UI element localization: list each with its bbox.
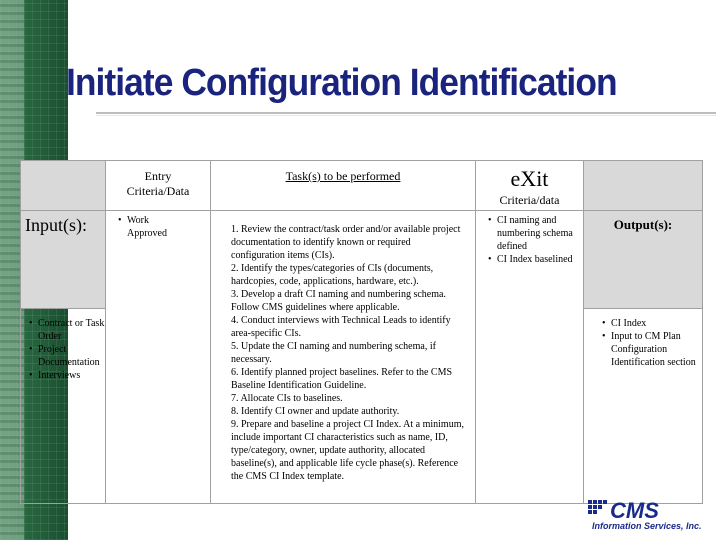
entry-header-text: Entry Criteria/Data (126, 169, 190, 198)
input-label-cell (20, 210, 105, 308)
output-item: • Input to CM Plan Configuration Identification section (602, 330, 698, 369)
task-item: 3. Develop a draft CI naming and numbering schema. Follow CMS guidelines where applicable. (231, 289, 446, 313)
task-item: 1. Review the contract/task order and/or available project documentation to identify known or required configuration items (CIs). (231, 224, 461, 261)
exit-item: • CI naming and numbering schema defined (488, 214, 577, 253)
output-label: Output(s): (613, 217, 673, 232)
entry-header-cell (105, 160, 210, 210)
title-rule-shadow (96, 115, 716, 116)
logo-name: CMS (610, 498, 659, 523)
entry-header (106, 161, 210, 199)
cms-logo (588, 498, 706, 532)
exit-item: • CI Index baselined (488, 253, 577, 266)
task-item: 2. Identify the types/categories of CIs (documents, hardcopies, code, applications, hardware, etc.). (231, 263, 434, 287)
task-item: 7. Allocate CIs to baselines. (231, 393, 343, 404)
tasks-cell (210, 210, 475, 504)
entry-items-cell (105, 210, 210, 504)
task-item: 6. Identify planned project baselines. Refer to the CMS Baseline Identification Guideline. (231, 367, 453, 391)
input-items-cell (20, 308, 105, 504)
input-item: • Contract or Task Order (29, 317, 105, 343)
exit-header-cell (475, 160, 583, 210)
slide-title: Initiate Configuration Identification (66, 62, 617, 104)
exit-header-big: eXit (510, 166, 549, 191)
task-list (211, 211, 475, 483)
input-list (21, 309, 105, 382)
output-item: • CI Index (602, 317, 698, 330)
task-item: 4. Conduct interviews with Technical Leads to identify area-specific CIs. (231, 315, 451, 339)
task-header-cell (210, 160, 475, 210)
task-header: Task(s) to be performed (285, 169, 401, 183)
task-item: 8. Identify CI owner and update authority. (231, 406, 400, 417)
input-item: • Project Documentation (29, 343, 105, 369)
input-header-blank (20, 160, 105, 210)
entry-item: • Work Approved (118, 214, 175, 240)
task-item: 9. Prepare and baseline a project CI Index. At a minimum, include important CI characteristics such as name, ID, type/category, owner, update authority, allocated baseline(s), and applicable life cycle phase(s). Reference the CMS CI Index template. (231, 419, 464, 482)
entry-list (106, 211, 210, 240)
output-header-blank (583, 160, 703, 210)
logo-tagline: Information Services, Inc. (592, 521, 702, 531)
task-item: 5. Update the CI naming and numbering schema, if necessary. (231, 341, 436, 365)
exit-header-small: Criteria/data (499, 193, 560, 207)
exit-items-cell (475, 210, 583, 504)
exit-header (476, 161, 583, 208)
input-label: Input(s): (25, 215, 87, 235)
input-item: • Interviews (29, 369, 105, 382)
exit-list (476, 211, 583, 266)
cms-logo-graphic (588, 498, 706, 532)
output-label-cell (583, 210, 703, 308)
title-rule (96, 112, 716, 114)
output-list (584, 309, 702, 369)
output-items-cell (583, 308, 703, 504)
